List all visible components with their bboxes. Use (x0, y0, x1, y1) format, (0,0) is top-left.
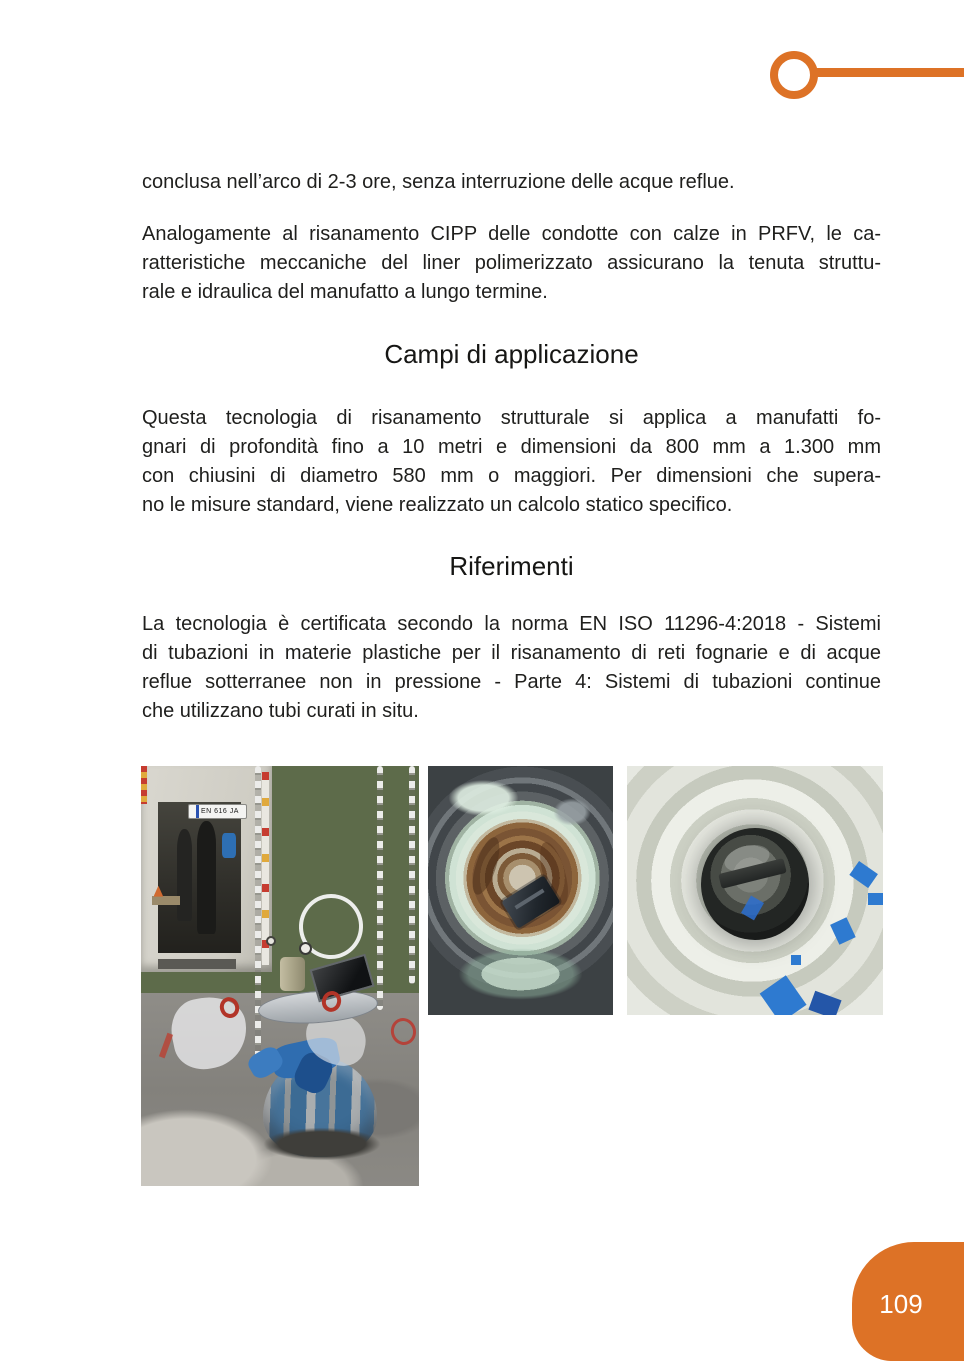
photo-manhole-before (428, 766, 613, 1015)
header-rule-decoration (815, 68, 964, 77)
paragraph-campi-di-applicazione: Questa tecnologia di risanamento strutturale si applica a manufatti fo- gnari di profondità fino a 10 metri e dimensioni da 800 mm a 1.300 mm con chiusini di diametro 580 mm o maggiori. Per dimensioni che supera- no le misure standard, viene realizzato un calcolo statico specifico. (142, 407, 881, 516)
worker-silhouette (177, 829, 192, 921)
photo-worksite-truck (141, 766, 419, 1186)
manhole-shadow (247, 1123, 397, 1165)
truck-bench (152, 896, 180, 904)
blue-tape (791, 955, 801, 965)
hanging-chain (409, 766, 415, 984)
mineral-crust (435, 773, 531, 823)
license-plate: EN 616 JA (188, 804, 246, 819)
hanging-chain (377, 766, 383, 1010)
paragraph-riferimenti-norma: La tecnologia è certificata secondo la norma EN ISO 11296-4:2018 - Sistemi di tubazioni in materie plastiche per il risanamento di reti fognarie e di acque reflue sotterranee non in pressione - Parte 4: Sistemi di tubazioni continue che utilizzano tubi curati in situ. (142, 613, 881, 722)
blue-equipment (222, 833, 236, 858)
grey-patch (546, 793, 598, 830)
blue-tape (868, 893, 883, 905)
circle-decoration-icon (770, 51, 818, 99)
equipment-cylinder (280, 957, 305, 991)
photo-manhole-after (627, 766, 883, 1015)
section-heading-campi-di-applicazione: Campi di applicazione (384, 339, 639, 369)
mineral-crust (439, 940, 602, 1007)
paragraph-cipp-liner: Analogamente al risanamento CIPP delle condotte con calze in PRFV, le ca- ratteristiche meccaniche del liner polimerizzato assicurano la tenuta struttu- rale e idraulica del manufatto a lungo termine. (142, 223, 881, 303)
worker-silhouette (197, 821, 216, 934)
hazard-stripe (141, 766, 147, 804)
page-number-badge (852, 1242, 964, 1361)
hanging-chain (255, 766, 261, 1064)
section-heading-riferimenti: Riferimenti (449, 551, 574, 581)
page-number: 109 (879, 1289, 923, 1319)
truck-step (158, 959, 236, 969)
paragraph-conclusion: conclusa nell’arco di 2-3 ore, senza interruzione delle acque reflue. (142, 171, 735, 193)
